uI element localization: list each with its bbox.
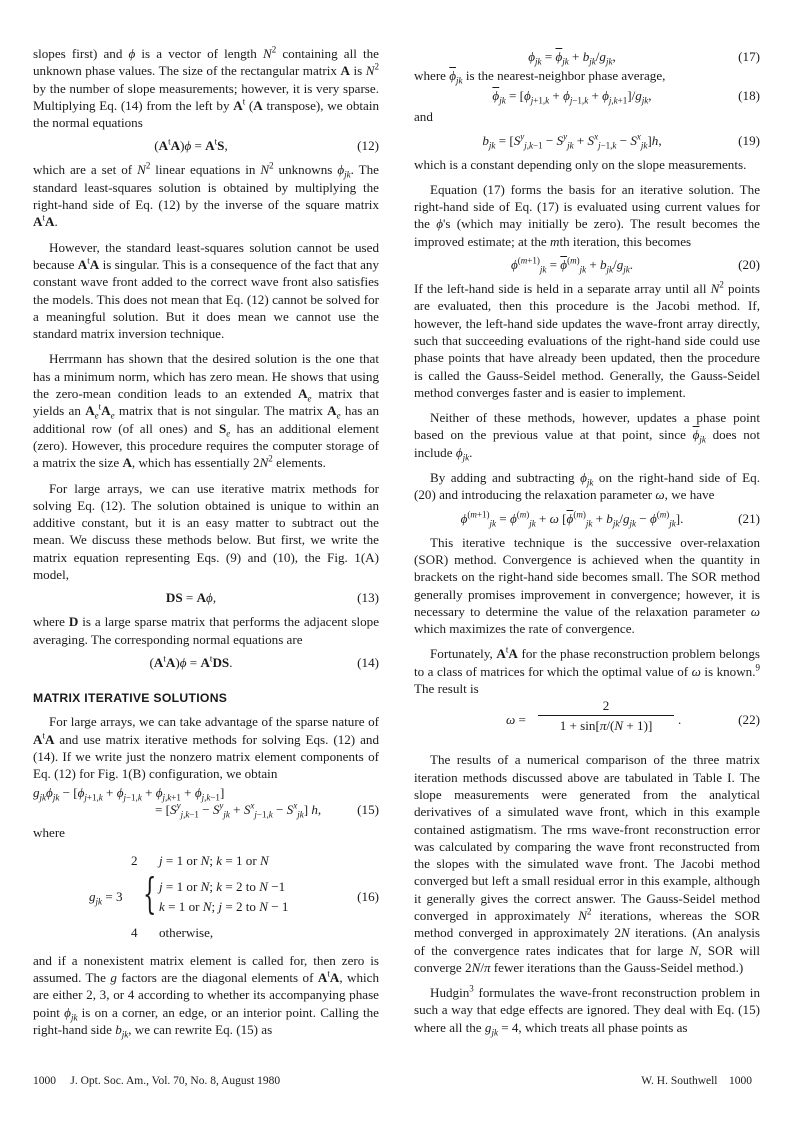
paragraph: The results of a numerical comparison of the three matrix iteration methods discussed above are tabulated in Table I. The slope measurements were generated from the analytical derivatives of a simulated wave front, which in this example contained astigmatism. The rms wave-front reconstruction error was calculated by comparing the wave front reconstructed from the slopes with the simulated wave front. The Jacobi method converged but left a small residual error in this example, although it generally gives the correct answer. The Gauss-Seidel method converged in approximately $N^2$ iterations, whereas the SOR method converged in approximately 2N iterations. (An analysis of the convergence rates indicates that for large N, SOR will converge 2N/π fewer iterations than the Gauss-Seidel method.) xyxy=(414,752,760,975)
paragraph: slopes first) and ϕ is a vector of length $N^2$ containing all the unknown phase values. The size of the rectangular matrix A is $N^2$ by the number of slope measurements; however, it is very sparse. Multiplying Eq. (14) from the left by $A^t$ (A transpose), we obtain the normal equations xyxy=(33,44,380,131)
paragraph: Hudgin$^3$ formulates the wave-front reconstruction problem in such a way that edge effects are ignored. They deal with Eq. (15) where all the $g_{jk} = 4$, which treats all phase points as xyxy=(414,983,760,1038)
paragraph: which are a set of $N^2$ linear equations in $N^2$ unknowns $\phi_{jk}$. The standard least-squares solution is obtained by multiplying the right-hand side of Eq. (12) by the inverse of the square matrix $A^tA$. xyxy=(33,161,379,230)
paragraph: Herrmann has shown that the desired solution is the one that has a minimum norm, which has zero mean. He shows that using the zero-mean condition leads to an extended $A_e$ matrix that yields an $A_e^tA_e$ matrix that is not singular. The matrix $A_e$ has an additional row (of all ones) and $S_e$ has an additional element (zero). However, this procedure requires the computer storage of a matrix the size A, which has essentially $2N^2$ elements. xyxy=(33,351,379,471)
equation-14: $(A^tA)\phi = A^tDS$. (14) xyxy=(149,653,379,670)
and-label: and xyxy=(414,109,433,125)
paragraph: which is a constant depending only on the slope measurements. xyxy=(414,156,747,172)
paragraph: and if a nonexistent matrix element is called for, then zero is assumed. The g factors are the diagonal elements of $A^tA$, which are either 2, 3, or 4 according to whether its accompanying phase point $\phi_{jk}$ is on a corner, an edge, or an interior point. Calling the right-hand side $b_{jk}$, we can rewrite Eq. (15) as xyxy=(33,952,379,1040)
equation-16: 2 j = 1 or N; k = 1 or N $g_{jk} = 3$ { j = 1 or N; k = 2 to N −1 k = 1 or N; j = 2 to N − 1 4 otherwise, (16) xyxy=(89,852,379,940)
equation-number: (21) xyxy=(738,510,760,526)
equation-number: (12) xyxy=(357,138,379,154)
equation-20: $\phi^{(m+1)}_{jk} = \overline{\phi}^{(m)}_{jk} + b_{jk}/g_{jk}$. (20) xyxy=(510,255,760,275)
paragraph: This iterative technique is the successive over-relaxation (SOR) method. Convergence is achieved when the quantity in brackets on the right-hand side becomes small. The SOR method generally promises improvement in convergence; however, it is necessary to determine the value of the relaxation parameter ω which maximizes the rate of convergence. xyxy=(414,534,760,637)
right-column xyxy=(414,45,760,1036)
paragraph: However, the standard least-squares solution cannot be used because $A^tA$ is singular. This is a consequence of the fact that any constant wave front added to the correct wave front also satisfies the models. This does not mean that Eq. (12) cannot be solved for a meaningful solution. But it does mean we cannot use the standard matrix inversion technique. xyxy=(33,239,379,342)
equation-13: DS = Aϕ, (13) xyxy=(165,590,379,606)
paragraph: By adding and subtracting $\phi_{jk}$ on the right-hand side of Eq. (20) and introducing the relaxation parameter ω, we have xyxy=(414,470,760,503)
paragraph: where D is a large sparse matrix that performs the adjacent slope averaging. The corresponding normal equations are xyxy=(33,614,380,647)
equation-21: $\phi^{(m+1)}_{jk} = \phi^{(m)}_{jk} + \omega$ $[\overline{\phi}^{(m)}_{jk} + b_{jk}/g_{jk} - \phi^{(m)}_{jk}]$. (21) xyxy=(460,509,760,529)
equation-number: (20) xyxy=(738,257,760,273)
equation-number: (13) xyxy=(357,590,379,606)
equation-12: $(A^tA)\phi = A^tS$, (12) xyxy=(154,137,379,154)
equation-number: (18) xyxy=(738,88,760,104)
footer-journal: 1000 J. Opt. Soc. Am., Vol. 70, No. 8, August 1980 xyxy=(33,1075,281,1087)
footer-author xyxy=(641,1075,752,1087)
paragraph: where $\overline{\phi}_{jk}$ is the nearest-neighbor phase average, xyxy=(414,68,666,86)
paragraph: For large arrays, we can take advantage of the sparse nature of $A^tA$ and use matrix iterative methods for solving Eqs. (12) and (14). If we write just the nonzero matrix element components of Eq. (12) for Fig. 1(B) configuration, we obtain xyxy=(33,714,379,782)
equation-number: (14) xyxy=(357,654,379,670)
equation-22: ω = 2 1 + sin[π/(N + 1)] . (22) xyxy=(506,698,760,734)
paragraph: For large arrays, we can use iterative matrix methods for solving Eq. (12). The solution obtained is unique to within an additive constant, but it is an easy matter to subtract out the mean. We discuss these methods below. But first, we write the matrix equation representing Eqs. (9) and (10), the Fig. 1(A) model, xyxy=(33,480,379,583)
paragraph: Equation (17) forms the basis for an iterative solution. The right-hand side of Eq. (17) is evaluated using current values for the ϕ's (which may initially be zero). The result becomes the improved estimate; at the mth iteration, this becomes xyxy=(414,181,760,249)
paragraph: Neither of these methods, however, updates a phase point based on the previous value at that point, since $\overline{\phi}_{jk}$ does not include $\phi_{jk}$. xyxy=(414,410,760,463)
equation-number: (19) xyxy=(738,132,760,148)
paragraph: Fortunately, $A^tA$ for the phase reconstruction problem belongs to a class of matrices for which the optimal value of ω is known.$^9$ The result is xyxy=(414,645,761,697)
equation-17: $\phi_{jk} = \overline{\phi}_{jk} + b_{jk}/g_{jk}$, (17) xyxy=(528,49,760,67)
paragraph: If the left-hand side is held in a separate array until all $N^2$ points are evaluated, then this procedure is the Jacobi method. If, however, the left-hand side updates the wave-front array directly, such that succeeding evaluations of the right-hand side could use phase points that have already been updated, then the procedure is called the Gauss-Seidel method. Generally, the Gauss-Seidel method converges faster and is easier to implement. xyxy=(414,279,760,400)
equation-number: (15) xyxy=(357,802,379,818)
section-heading: MATRIX ITERATIVE SOLUTIONS xyxy=(33,690,228,705)
equation-number: (22) xyxy=(738,712,760,728)
equation-19: $b_{jk} = [S^y_{j,k-1} - S^y_{jk} + S^x_{j-1,k} - S^x_{jk}]h$, (19) xyxy=(482,131,760,151)
equation-18: $\overline{\phi}_{jk} = [\phi_{j+1,k} + \phi_{j-1,k} + \phi_{j,k+1}]/g_{jk}$, (18) xyxy=(492,88,760,106)
equation-15: $g_{jk}\phi_{jk} - [\phi_{j+1,k} + \phi_{j-1,k} + \phi_{j,k+1} + \phi_{j,k-1}]$ = $[S^y_{j,k-1} - S^y_{jk} + S^x_{j-1,k} - S^x_{jk}]$ h, (15) xyxy=(33,785,379,820)
footer-author-name: W. H. Southwell xyxy=(641,1075,718,1087)
left-column xyxy=(33,45,379,1038)
equation-number: (17) xyxy=(738,49,760,64)
equation-number: (16) xyxy=(357,888,379,904)
where-label: where xyxy=(33,825,65,841)
footer-page-number: 1000 xyxy=(729,1075,752,1087)
